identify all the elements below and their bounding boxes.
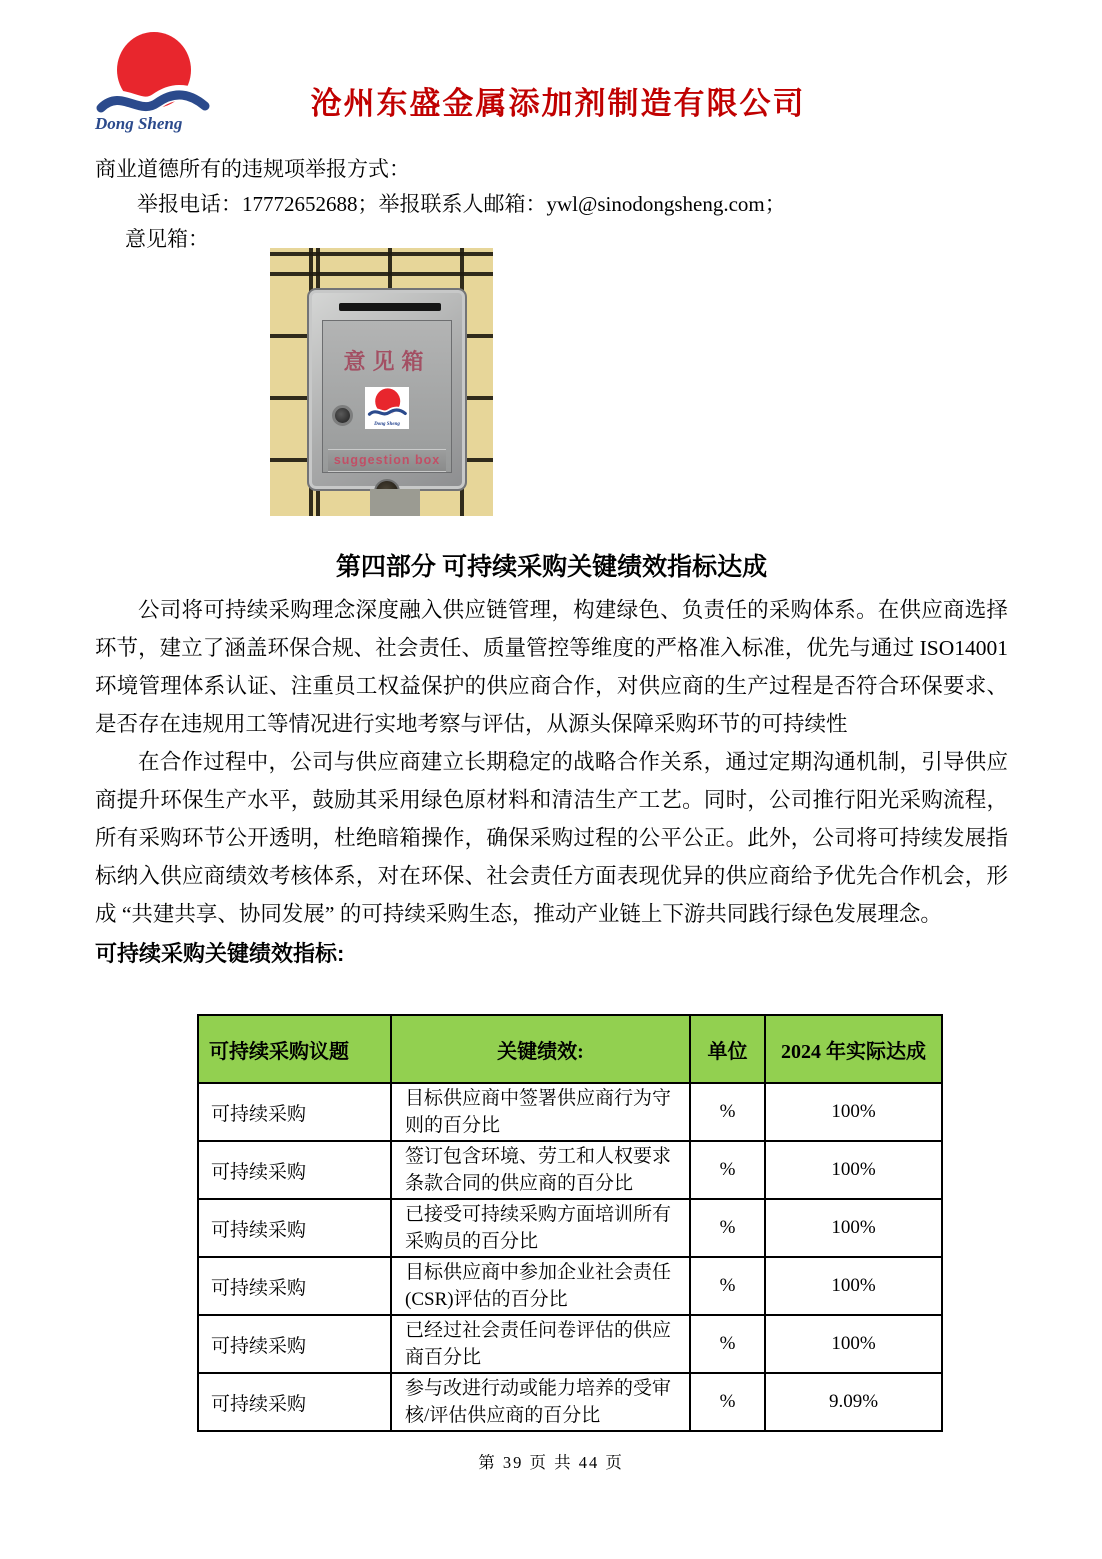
col-header-2024: 2024 年实际达成 <box>765 1015 942 1083</box>
keyhole-icon <box>332 405 353 426</box>
cell-unit: % <box>690 1141 765 1199</box>
table-row <box>198 1257 942 1315</box>
cell-topic: 可持续采购 <box>198 1373 391 1431</box>
cell-kpi: 目标供应商中签署供应商行为守则的百分比 <box>391 1083 690 1141</box>
reporting-contact-line: 举报电话：17772652688；举报联系人邮箱：ywl@sinodongsheng.com； <box>137 192 786 216</box>
cell-unit: % <box>690 1373 765 1431</box>
cell-value: 100% <box>765 1257 942 1315</box>
sticker-logo-icon <box>365 387 409 417</box>
section-paragraph-2: 在合作过程中，公司与供应商建立长期稳定的战略合作关系，通过定期沟通机制，引导供应商提升环保生产水平，鼓励其采用绿色原材料和清洁生产工艺。同时，公司推行阳光采购流程，所有采购环节公开透明，杜绝暗箱操作，确保采购过程的公平公正。此外，公司将可持续发展指标纳入供应商绩效考核体系，对在环保、社会责任方面表现优异的供应商给予优先合作机会，形成 “共建共享、协同发展” 的可持续采购生态，推动产业链上下游共同践行绿色发展理念。 <box>95 750 1008 926</box>
table-header-row <box>198 1015 942 1083</box>
col-header-kpi: 关键绩效: <box>391 1015 690 1083</box>
kpi-heading: 可持续采购关键绩效指标: <box>95 941 345 966</box>
logo-sticker <box>365 387 409 429</box>
cell-kpi: 已经过社会责任问卷评估的供应商百分比 <box>391 1315 690 1373</box>
company-name-title: 沧州东盛金属添加剂制造有限公司 <box>310 86 806 121</box>
box-door <box>322 320 452 473</box>
cell-kpi: 签订包含环境、劳工和人权要求条款合同的供应商的百分比 <box>391 1141 690 1199</box>
cell-topic: 可持续采购 <box>198 1141 391 1199</box>
cell-unit: % <box>690 1083 765 1141</box>
col-header-unit: 单位 <box>690 1015 765 1083</box>
table-row <box>198 1199 942 1257</box>
cell-value: 100% <box>765 1199 942 1257</box>
cell-value: 100% <box>765 1083 942 1141</box>
cell-topic: 可持续采购 <box>198 1199 391 1257</box>
page-number-footer: 第 39 页 共 44 页 <box>478 1453 624 1472</box>
logo-wordmark: Dong Sheng <box>95 114 183 133</box>
box-mount-bracket <box>370 489 420 516</box>
section-title: 第四部分 可持续采购关键绩效指标达成 <box>335 554 768 581</box>
reporting-methods-line: 商业道德所有的违规项举报方式： <box>95 157 410 181</box>
box-title-text: 意见箱 <box>343 349 431 374</box>
kpi-table <box>197 1014 943 1432</box>
cell-topic: 可持续采购 <box>198 1315 391 1373</box>
section-sustainable-procurement <box>95 547 1008 968</box>
reporting-info-block <box>95 152 1025 257</box>
suggestion-box-label: 意见箱： <box>125 227 209 251</box>
mail-slot <box>339 303 441 311</box>
cell-kpi: 参与改进行动或能力培养的受审核/评估供应商的百分比 <box>391 1373 690 1431</box>
table-row <box>198 1141 942 1199</box>
cell-unit: % <box>690 1199 765 1257</box>
cell-topic: 可持续采购 <box>198 1257 391 1315</box>
table-row <box>198 1315 942 1373</box>
suggestion-box-band: suggestion box <box>328 449 446 472</box>
cell-value: 9.09% <box>765 1373 942 1431</box>
cell-value: 100% <box>765 1315 942 1373</box>
table-row <box>198 1083 942 1141</box>
cell-kpi: 目标供应商中参加企业社会责任(CSR)评估的百分比 <box>391 1257 690 1315</box>
cell-topic: 可持续采购 <box>198 1083 391 1141</box>
suggestion-box-body <box>307 288 467 491</box>
col-header-topic: 可持续采购议题 <box>198 1015 391 1083</box>
suggestion-box-photo <box>270 248 493 516</box>
cell-value: 100% <box>765 1141 942 1199</box>
cell-unit: % <box>690 1315 765 1373</box>
section-paragraph-1: 公司将可持续采购理念深度融入供应链管理，构建绿色、负责任的采购体系。在供应商选择环节，建立了涵盖环保合规、社会责任、质量管控等维度的严格准入标准，优先与通过 ISO14001 环境管理体系认证、注重员工权益保护的供应商合作，对供应商的生产过程是否符合环保要求、是否存在违规用工等情况进行实地考察与评估，从源头保障采购环节的可持续性 <box>95 598 1008 736</box>
cell-unit: % <box>690 1257 765 1315</box>
sticker-wordmark: Dong Sheng <box>374 422 400 427</box>
table-row <box>198 1373 942 1431</box>
cell-kpi: 已接受可持续采购方面培训所有采购员的百分比 <box>391 1199 690 1257</box>
